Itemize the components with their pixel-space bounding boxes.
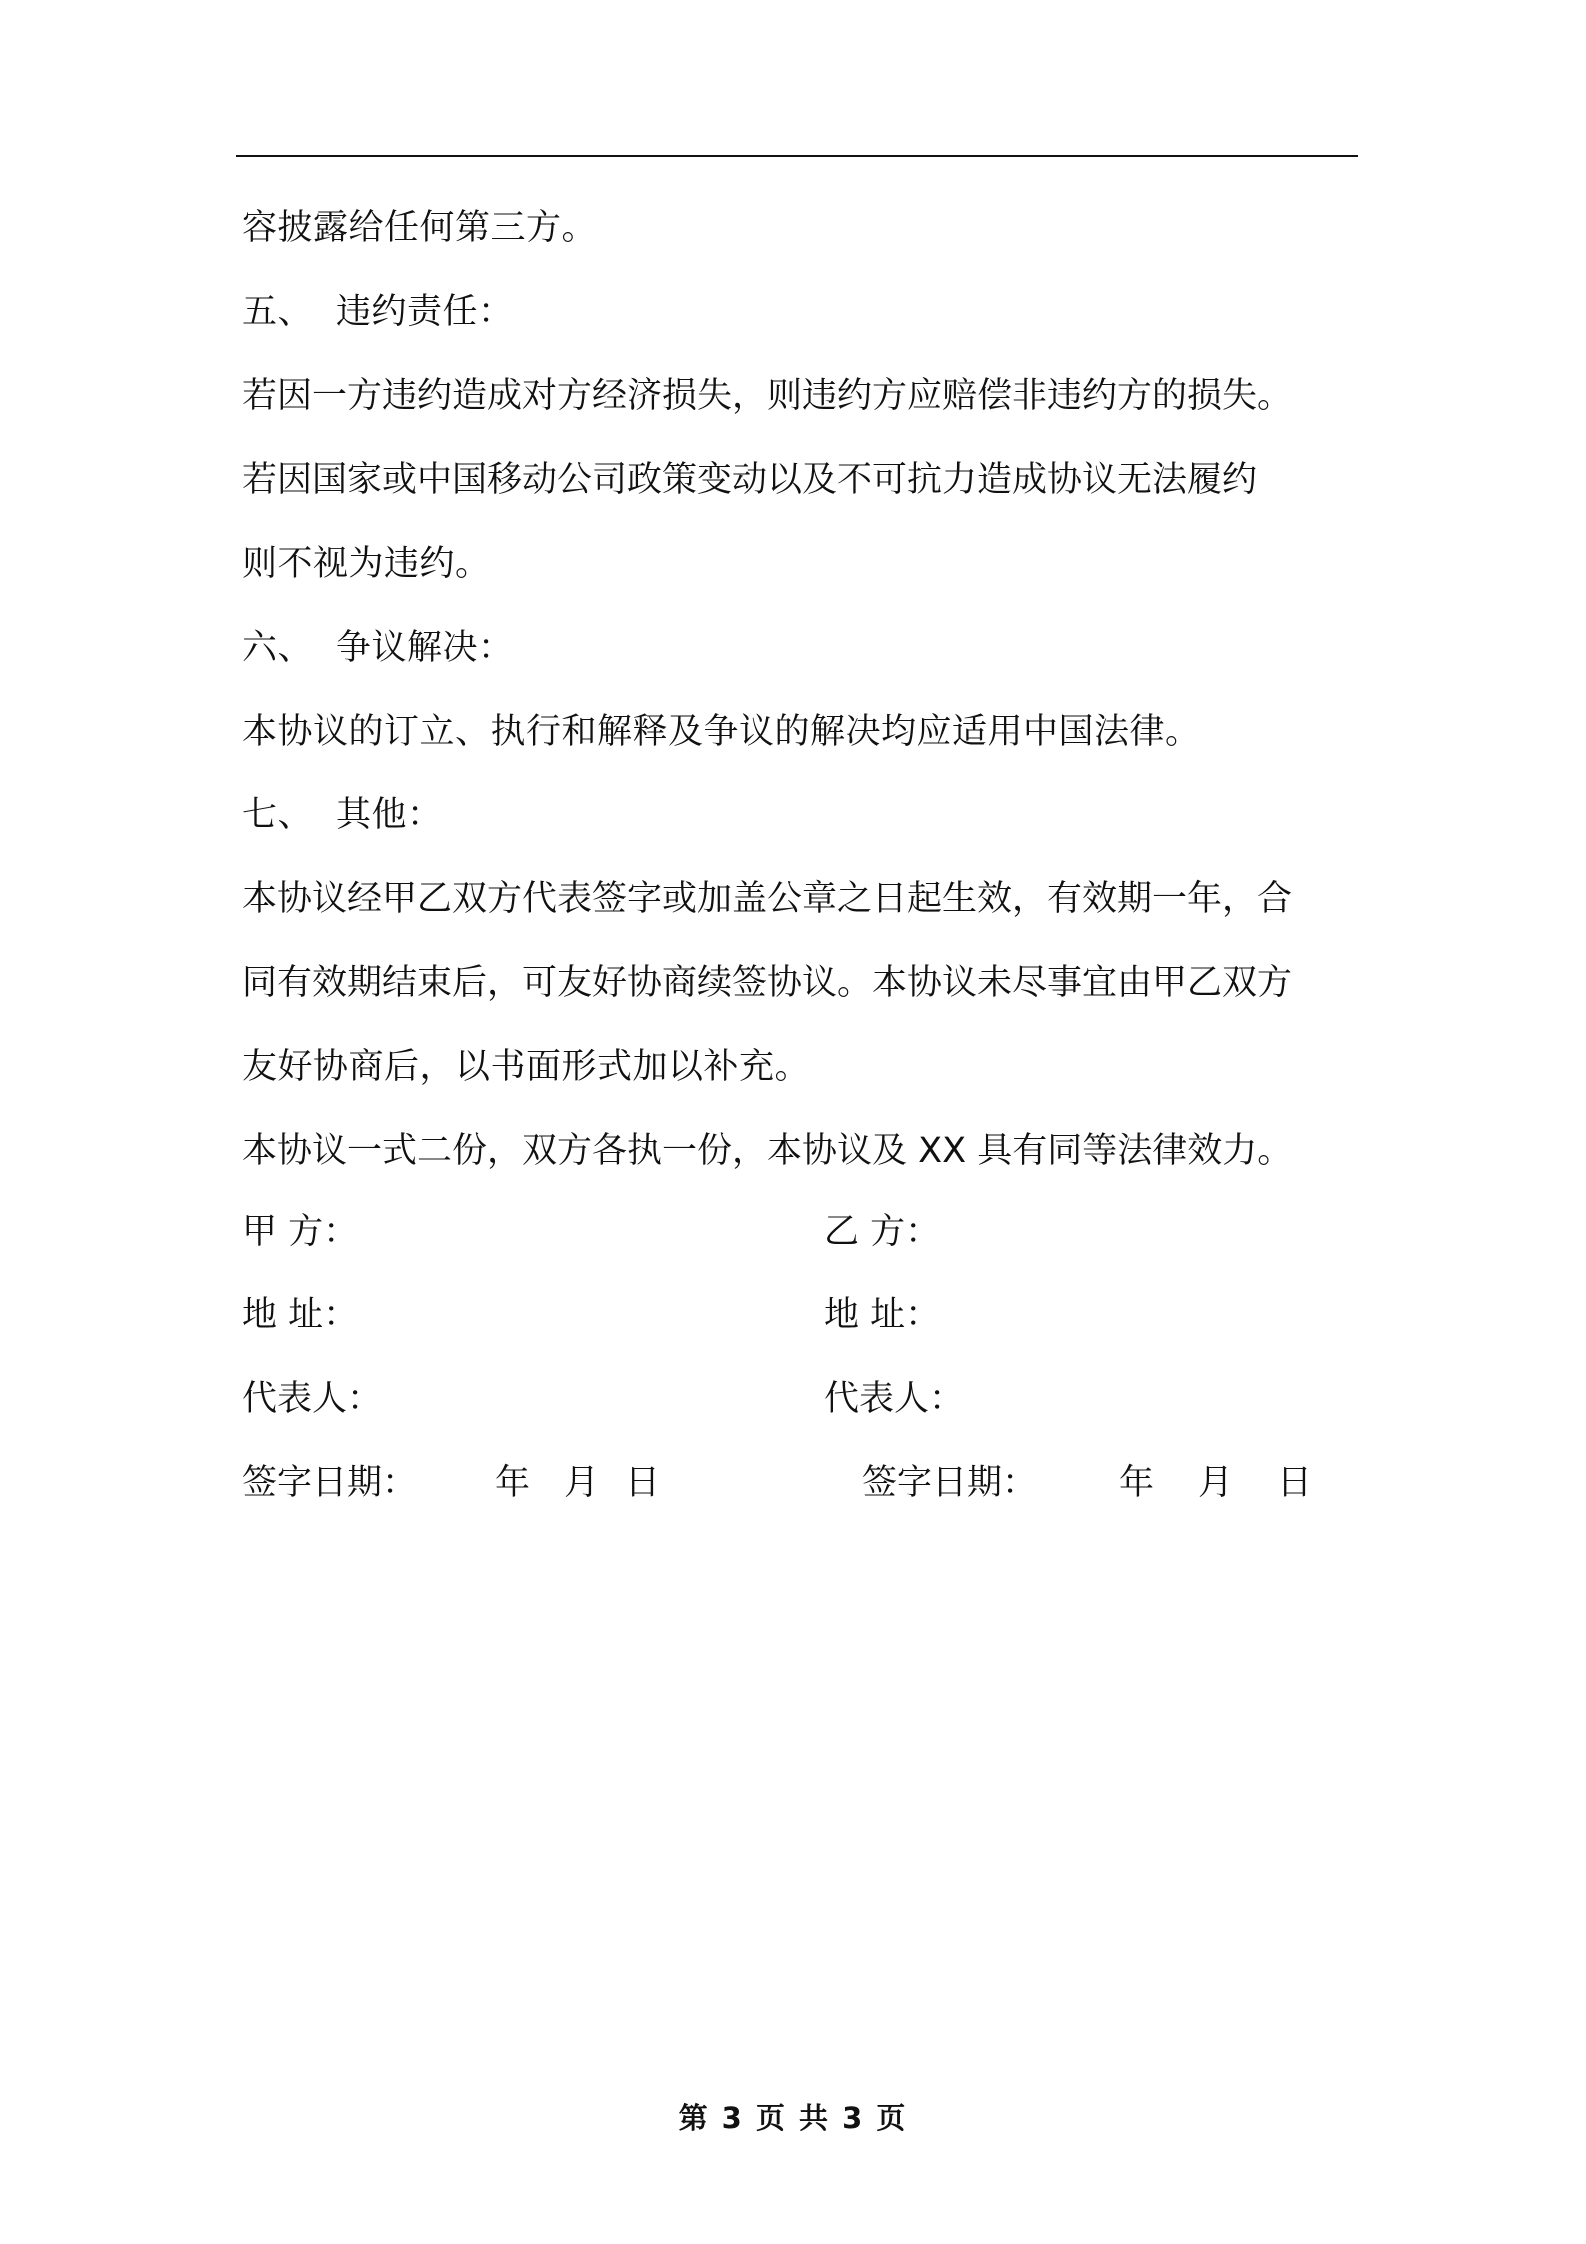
section-heading-other	[242, 791, 443, 839]
day-label: 日	[625, 1463, 661, 1503]
representative-b-label: 代表人：	[824, 1379, 965, 1419]
sign-date-label: 签字日期：	[242, 1463, 418, 1503]
address-b-label: 地 址：	[824, 1295, 941, 1335]
party-b-label: 乙 方：	[824, 1212, 941, 1252]
paragraph-text: 则不视为违约。	[242, 544, 491, 584]
sign-date-b	[862, 1459, 1312, 1507]
day-label: 日	[1277, 1463, 1313, 1503]
paragraph-text: 同有效期结束后，可友好协商续签协议。本协议未尽事宜由甲乙双方	[242, 963, 1293, 1003]
paragraph-text: 容披露给任何第三方。	[242, 208, 598, 248]
paragraph-text: 友好协商后，以书面形式加以补充。	[242, 1047, 811, 1087]
sign-date-a	[242, 1459, 660, 1507]
section-title: 违约责任：	[336, 292, 514, 332]
section-title: 其他：	[336, 795, 443, 835]
section-title: 争议解决：	[336, 628, 514, 668]
sign-date-label: 签字日期：	[862, 1463, 1038, 1503]
page-number: 第 3 页 共 3 页	[678, 2101, 908, 2135]
year-label: 年	[1119, 1463, 1155, 1503]
section-number: 五、	[242, 292, 314, 332]
month-label: 月	[564, 1463, 600, 1503]
paragraph-text: 本协议一式二份，双方各执一份，本协议及 XX 具有同等法律效力。	[242, 1131, 1293, 1171]
month-label: 月	[1198, 1463, 1234, 1503]
header-rule	[236, 155, 1358, 157]
section-number: 七、	[242, 795, 314, 835]
representative-a-label: 代表人：	[242, 1379, 383, 1419]
paragraph-text: 若因国家或中国移动公司政策变动以及不可抗力造成协议无法履约	[242, 460, 1258, 500]
paragraph-text: 若因一方违约造成对方经济损失，则违约方应赔偿非违约方的损失。	[242, 376, 1293, 416]
address-a-label: 地 址：	[242, 1295, 359, 1335]
paragraph-text: 本协议经甲乙双方代表签字或加盖公章之日起生效，有效期一年，合	[242, 879, 1293, 919]
paragraph-text: 本协议的订立、执行和解释及争议的解决均应适用中国法律。	[242, 712, 1201, 752]
section-number: 六、	[242, 628, 314, 668]
section-heading-breach	[242, 288, 514, 336]
year-label: 年	[495, 1463, 531, 1503]
party-a-label: 甲 方：	[242, 1212, 359, 1252]
section-heading-dispute	[242, 624, 514, 672]
